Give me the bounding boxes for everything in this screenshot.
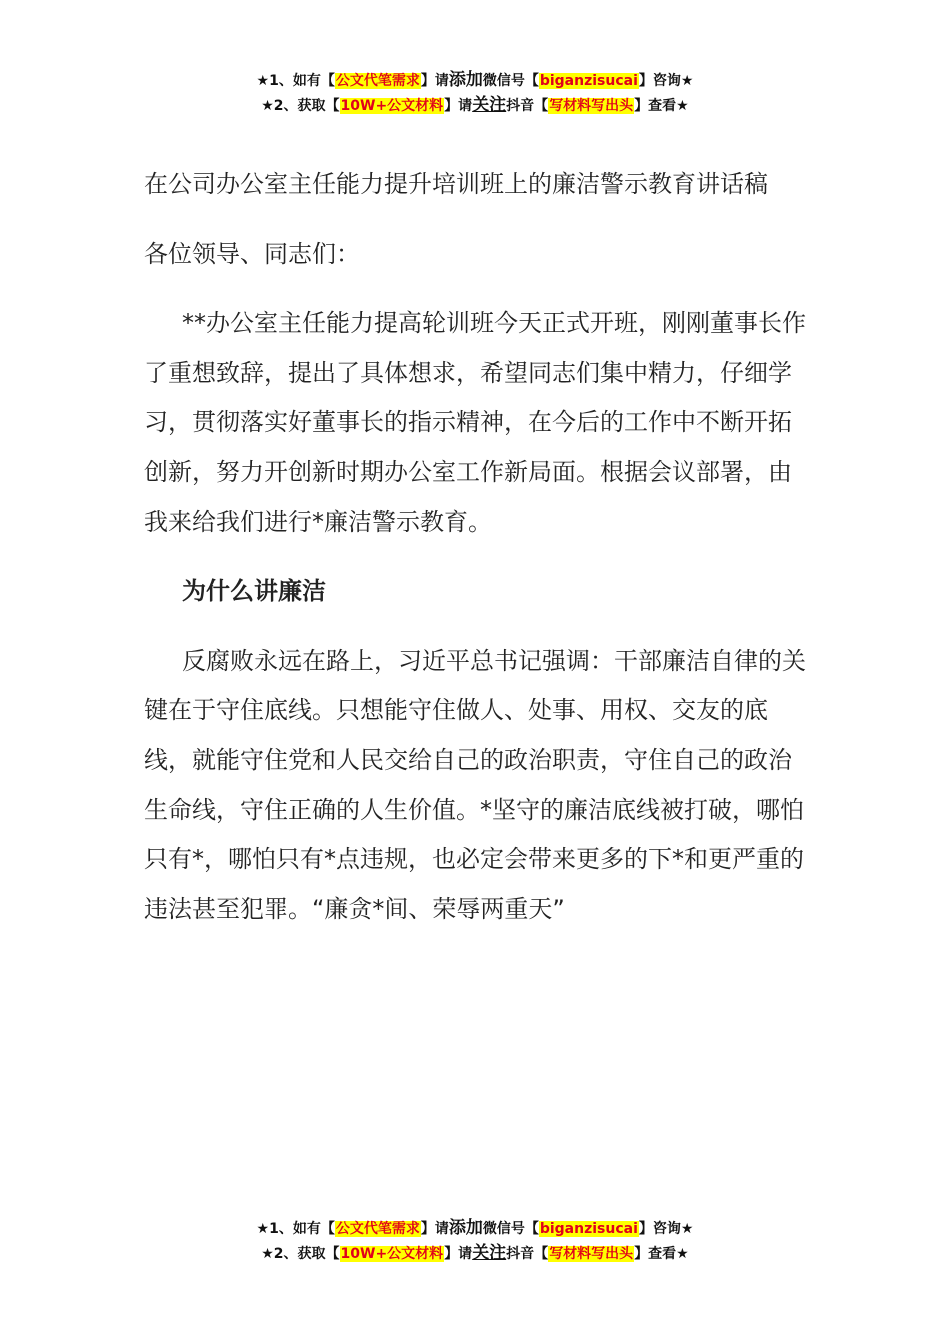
highlight-materials: 10W+公文材料 <box>340 98 444 114</box>
footer-line-1: ★1、如有【公文代笔需求】请添加微信号【biganzisucai】咨询★ <box>256 1218 694 1238</box>
paragraph-1: **办公室主任能力提高轮训班今天正式开班，刚刚董事长作了重想致辞，提出了具体想求，希望同志们集中精力，仔细学习，贯彻落实好董事长的指示精神，在今后的工作中不断开拓创新，努力开创新时期办公室工作新局面。根据会议部署，由我来给我们进行*廉洁警示教育。 <box>144 309 806 536</box>
highlight-service: 公文代笔需求 <box>335 73 420 89</box>
paragraph-2: 反腐败永远在路上，习近平总书记强调：干部廉洁自律的关键在于守住底线。只想能守住做人、处事、用权、交友的底线，就能守住党和人民交给自己的政治职责，守住自己的政治生命线，守住正确的人生价值。*坚守的廉洁底线被打破，哪怕只有*，哪怕只有*点违规，也必定会带来更多的下*和更严重的违法甚至犯罪。“廉贪*间、荣辱两重天” <box>144 646 806 923</box>
header-banner <box>0 68 950 118</box>
document-title: 在公司办公室主任能力提升培训班上的廉洁警示教育讲话稿 <box>144 170 768 198</box>
banner-line-2: ★2、获取【10W+公文材料】请关注抖音【写材料写出头】查看★ <box>261 95 689 115</box>
footer-line-2: ★2、获取【10W+公文材料】请关注抖音【写材料写出头】查看★ <box>261 1243 689 1263</box>
banner-line-1: ★1、如有【公文代笔需求】请添加微信号【biganzisucai】咨询★ <box>256 70 694 90</box>
highlight-wechat-id: biganzisucai <box>539 73 638 89</box>
document-body <box>144 160 808 954</box>
footer-banner <box>0 1216 950 1266</box>
greeting: 各位领导、同志们： <box>144 239 360 268</box>
section-heading: 为什么讲廉洁 <box>182 577 326 606</box>
highlight-douyin: 写材料写出头 <box>549 98 634 114</box>
